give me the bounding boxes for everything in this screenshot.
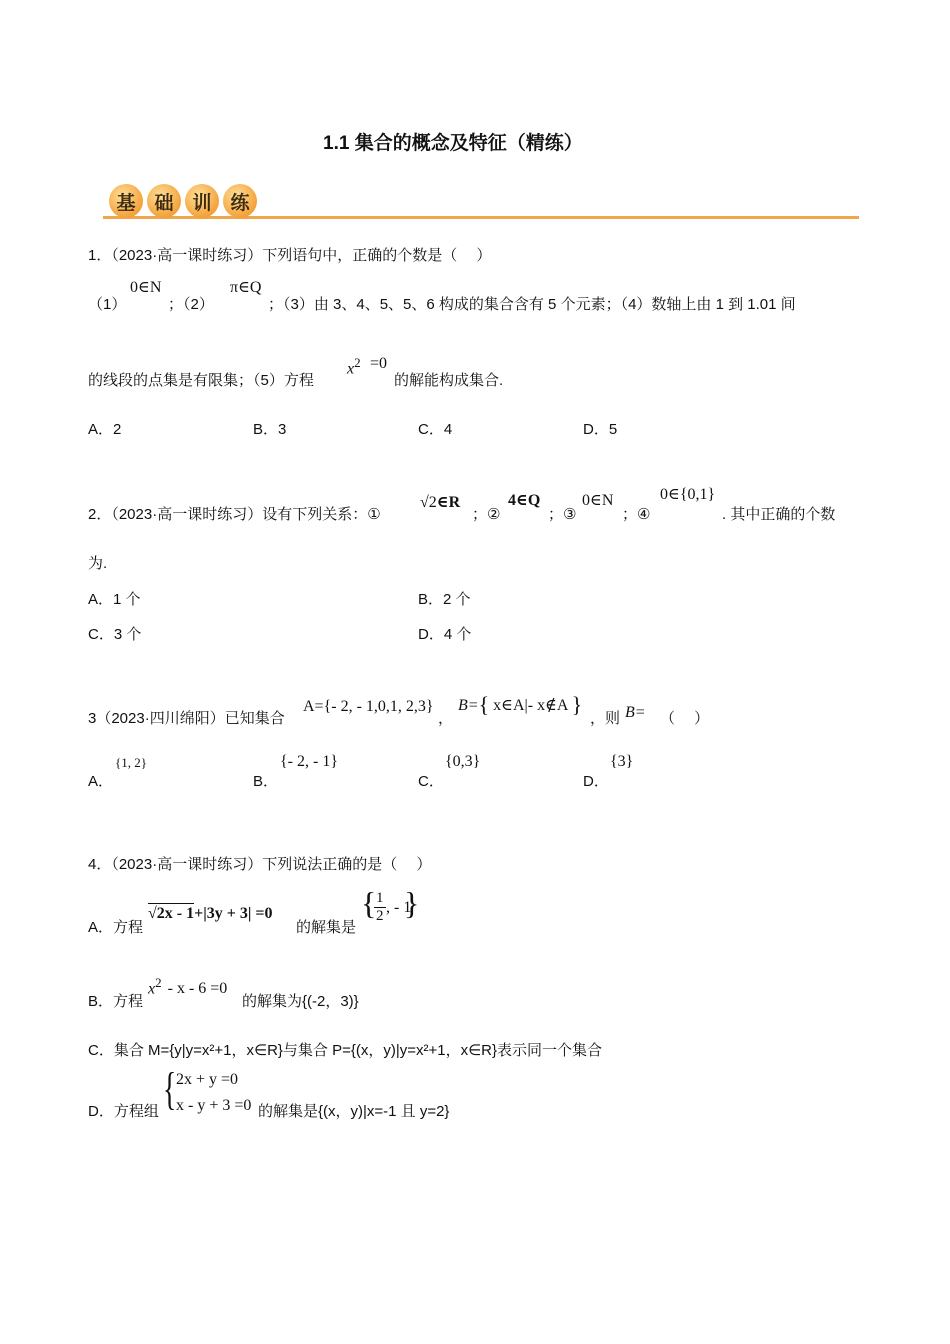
q4-option-d-brace: { bbox=[163, 1063, 177, 1114]
q4-option-d-text: 的解集是{(x，y)|x=-1 且 y=2} bbox=[258, 1103, 450, 1120]
q4-option-a-text: 的解集是 bbox=[296, 919, 357, 936]
q2-sep-2: ；③ bbox=[548, 506, 577, 523]
q2-text-3: 为. bbox=[88, 555, 108, 572]
q4-option-d-eq2: x - y + 3 =0 bbox=[176, 1097, 252, 1114]
q2-option-c[interactable]: C．3 个 bbox=[88, 626, 142, 643]
q1-text-1: （1） bbox=[88, 296, 127, 313]
q1-math-3b: =0 bbox=[370, 355, 388, 372]
q1-option-d[interactable]: D．5 bbox=[583, 421, 618, 438]
q3-option-b[interactable]: B． bbox=[253, 773, 279, 790]
q4-option-a-label[interactable]: A．方程 bbox=[88, 919, 144, 936]
q3-option-b-math: {- 2, - 1} bbox=[280, 753, 339, 770]
q4-option-c[interactable]: C．集合 M={y|y=x²+1，x∈R}与集合 P={(x，y)|y=x²+1，x∈R}表示同一个集合 bbox=[88, 1042, 603, 1059]
q3-option-d[interactable]: D． bbox=[583, 773, 609, 790]
q3-option-a-math: {1, 2} bbox=[115, 755, 147, 770]
q3-option-a[interactable]: A． bbox=[88, 773, 114, 790]
q1-text-2: ；（2） bbox=[168, 296, 214, 313]
q1-option-b[interactable]: B．3 bbox=[253, 421, 287, 438]
q3-math-2: B={ x∈A|- x∉A } bbox=[458, 692, 583, 717]
q2-text-1: 2．（2023·高一课时练习）设有下列关系：① bbox=[88, 506, 381, 523]
q4-option-a-fraction: 1 2 bbox=[376, 890, 384, 924]
q2-option-b[interactable]: B．2 个 bbox=[418, 591, 471, 608]
q2-option-d[interactable]: D．4 个 bbox=[418, 626, 472, 643]
q1-option-a[interactable]: A．2 bbox=[88, 421, 122, 438]
q2-option-a[interactable]: A．1 个 bbox=[88, 591, 141, 608]
q3-comma: ， bbox=[438, 710, 454, 727]
q3-text-2: ，则 bbox=[590, 710, 621, 727]
q3-option-d-math: {3} bbox=[610, 753, 634, 770]
q4-option-b-label[interactable]: B．方程 bbox=[88, 993, 144, 1010]
q1-text-4: 的线段的点集是有限集；（5）方程 bbox=[88, 372, 314, 389]
q4-option-d-label[interactable]: D．方程组 bbox=[88, 1103, 159, 1120]
banner-char-4: 练 bbox=[223, 184, 257, 218]
page-title: 1.1 集合的概念及特征（精练） bbox=[323, 133, 583, 154]
q1-text-5: 的解能构成集合. bbox=[394, 372, 504, 389]
q4-option-b-text: 的解集为{(-2，3)} bbox=[242, 993, 359, 1010]
q1-math-2: π∈Q bbox=[230, 279, 262, 296]
q2-sep-1: ；② bbox=[472, 506, 501, 523]
q2-math-2: 4∈Q bbox=[508, 492, 541, 509]
q3-option-c[interactable]: C． bbox=[418, 773, 444, 790]
q3-text-3: （ ） bbox=[660, 710, 710, 727]
section-banner bbox=[103, 182, 859, 224]
q4-option-a-math: √2x - 1+|3y + 3| =0 bbox=[148, 905, 273, 922]
q3-math-3: B= bbox=[625, 704, 646, 721]
banner-char-1: 基 bbox=[109, 184, 143, 218]
q4-option-a-rest: , - 1 bbox=[386, 899, 412, 916]
q1-stem: 1．（2023·高一课时练习）下列语句中，正确的个数是（ ） bbox=[88, 247, 492, 264]
banner-char-2: 础 bbox=[147, 184, 181, 218]
q3-math-1: A={- 2, - 1,0,1, 2,3} bbox=[303, 698, 434, 715]
q4-option-d-eq1: 2x + y =0 bbox=[176, 1071, 239, 1088]
q4-option-b-math: $x^2 - x - 6 =0$ bbox=[148, 975, 228, 998]
banner-underline bbox=[103, 216, 859, 219]
q2-text-2: . 其中正确的个数 bbox=[722, 506, 836, 523]
banner-char-3: 训 bbox=[185, 184, 219, 218]
q2-math-4: 0∈{0,1} bbox=[660, 486, 716, 503]
q1-text-3: ；（3）由 3、4、5、5、6 构成的集合含有 5 个元素；（4）数轴上由 1 到 1.01 间 bbox=[268, 296, 796, 313]
q3-text-1: 3（2023·四川绵阳）已知集合 bbox=[88, 710, 285, 727]
q2-sep-3: ；④ bbox=[622, 506, 651, 523]
q2-math-3: 0∈N bbox=[582, 492, 614, 509]
q3-option-c-math: {0,3} bbox=[445, 753, 481, 770]
q1-math-1: 0∈N bbox=[130, 279, 162, 296]
q1-option-c[interactable]: C．4 bbox=[418, 421, 453, 438]
q4-option-a-brace-left: { bbox=[361, 885, 377, 921]
q4-option-a-brace-right: } bbox=[404, 885, 420, 921]
q1-math-3: $x^2$ bbox=[347, 355, 361, 378]
q4-stem: 4．（2023·高一课时练习）下列说法正确的是（ ） bbox=[88, 856, 432, 873]
q2-math-1: √2∈R bbox=[420, 494, 461, 511]
